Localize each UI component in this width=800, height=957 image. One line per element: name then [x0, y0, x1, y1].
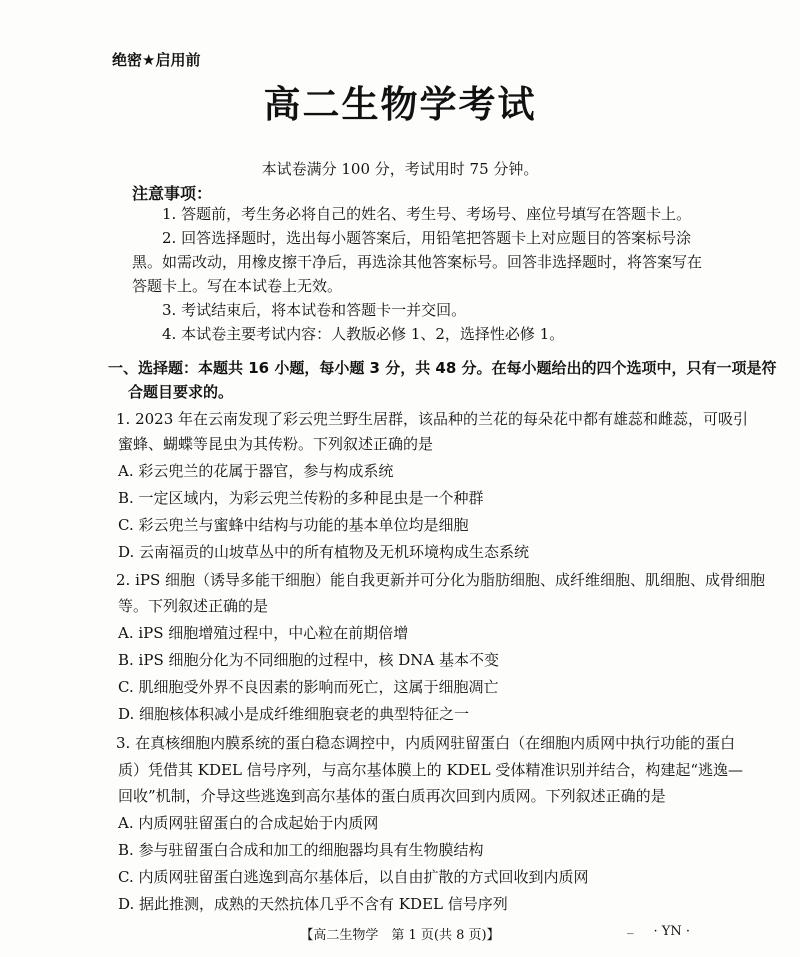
question-option: A. 内质网驻留蛋白的合成起始于内质网: [118, 814, 379, 832]
question-option: D. 据此推测，成熟的天然抗体几乎不含有 KDEL 信号序列: [118, 895, 508, 913]
notice-heading: 注意事项：: [132, 184, 213, 203]
question-option: B. 一定区域内，为彩云兜兰传粉的多种昆虫是一个种群: [118, 489, 484, 507]
question-option: C. 彩云兜兰与蜜蜂中结构与功能的基本单位均是细胞: [118, 516, 469, 534]
question-option: A. iPS 细胞增殖过程中，中心粒在前期倍增: [118, 624, 409, 642]
notice-line: 4. 本试卷主要考试内容：人教版必修 1、2，选择性必修 1。: [162, 325, 565, 343]
question-stem: 2. iPS 细胞（诱导多能干细胞）能自我更新并可分化为脂肪细胞、成纤维细胞、肌细胞、成骨细胞: [116, 571, 766, 589]
question-stem: 1. 2023 年在云南发现了彩云兜兰野生居群，该品种的兰花的每朵花中都有雄蕊和雌蕊，可吸引: [116, 410, 749, 428]
question-stem: 3. 在真核细胞内膜系统的蛋白稳态调控中，内质网驻留蛋白（在细胞内质网中执行功能的蛋白: [116, 734, 736, 752]
exam-intro: 本试卷满分 100 分，考试用时 75 分钟。: [261, 160, 539, 178]
confidential-mark: 绝密★启用前: [112, 51, 201, 69]
question-option: B. 参与驻留蛋白合成和加工的细胞器均具有生物膜结构: [118, 841, 484, 859]
notice-line: 3. 考试结束后，将本试卷和答题卡一并交回。: [162, 301, 467, 319]
notice-line: 答题卡上。写在本试卷上无效。: [132, 277, 343, 295]
page-footer: 【高二生物学 第 1 页(共 8 页)】: [300, 928, 500, 943]
question-stem: 等。下列叙述正确的是: [118, 597, 269, 615]
question-option: B. iPS 细胞分化为不同细胞的过程中，核 DNA 基本不变: [118, 651, 500, 669]
footer-code: · YN ·: [653, 924, 690, 939]
notice-line: 黑。如需改动，用橡皮擦干净后，再选涂其他答案标号。回答非选择题时，将答案写在: [132, 253, 703, 271]
page-title: 高二生物学考试: [263, 83, 537, 126]
question-option: A. 彩云兜兰的花属于器官，参与构成系统: [118, 462, 394, 480]
question-option: C. 肌细胞受外界不良因素的影响而死亡，这属于细胞凋亡: [118, 678, 499, 696]
notice-line: 2. 回答选择题时，选出每小题答案后，用铅笔把答题卡上对应题目的答案标号涂: [162, 229, 692, 247]
question-option: C. 内质网驻留蛋白逃逸到高尔基体后，以自由扩散的方式回收到内质网: [118, 868, 589, 886]
question-stem: 回收”机制，介导这些逃逸到高尔基体的蛋白质再次回到内质网。下列叙述正确的是: [118, 787, 666, 805]
section-heading-cont: 合题目要求的。: [128, 383, 234, 401]
footer-dash: _: [627, 920, 634, 935]
question-stem: 蜜蜂、蝴蝶等昆虫为其传粉。下列叙述正确的是: [118, 435, 434, 453]
question-stem: 质）凭借其 KDEL 信号序列，与高尔基体膜上的 KDEL 受体精准识别并结合，构建起“逃逸—: [118, 761, 744, 779]
section-heading: 一、选择题：本题共 16 小题，每小题 3 分，共 48 分。在每小题给出的四个选项中，只有一项是符: [108, 359, 777, 377]
question-option: D. 细胞核体积减小是成纤维细胞衰老的典型特征之一: [118, 705, 470, 723]
notice-line: 1. 答题前，考生务必将自己的姓名、考生号、考场号、座位号填写在答题卡上。: [162, 205, 692, 223]
question-option: D. 云南福贡的山坡草丛中的所有植物及无机环境构成生态系统: [118, 543, 530, 561]
